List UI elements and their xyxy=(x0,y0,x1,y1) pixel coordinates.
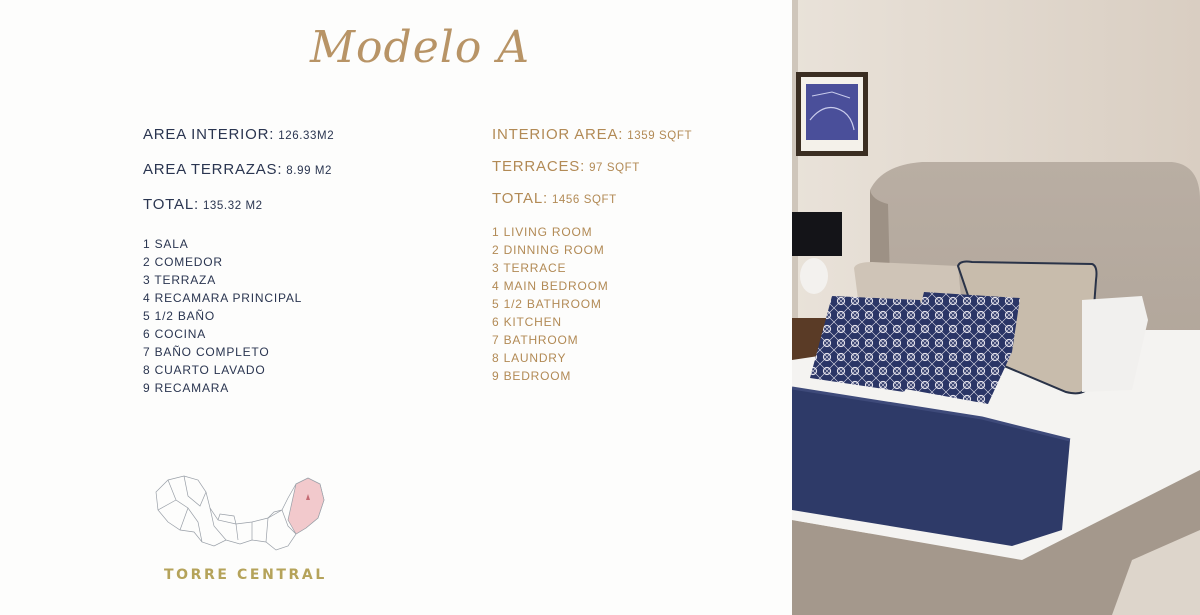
area-label: TOTAL: xyxy=(492,190,548,207)
area-interior-line xyxy=(143,126,334,143)
list-item: 7 BATHROOM xyxy=(492,333,579,347)
area-value: 1359 SQFT xyxy=(627,130,693,142)
list-item: 1 LIVING ROOM xyxy=(492,225,593,239)
list-item: 9 BEDROOM xyxy=(492,369,572,383)
area-label: AREA TERRAZAS: xyxy=(143,161,283,178)
list-item: 4 MAIN BEDROOM xyxy=(492,279,609,293)
area-terrazas-line xyxy=(143,161,334,178)
page-title: Modelo A xyxy=(310,22,531,73)
area-value: 1456 SQFT xyxy=(551,194,617,206)
area-value: 97 SQFT xyxy=(589,162,640,174)
list-item: 7 BAÑO COMPLETO xyxy=(143,345,270,359)
list-item: 2 DINNING ROOM xyxy=(492,243,605,257)
list-item: 2 COMEDOR xyxy=(143,255,223,269)
list-item: 8 LAUNDRY xyxy=(492,351,567,365)
area-label: AREA INTERIOR: xyxy=(143,126,275,143)
list-item: 8 CUARTO LAVADO xyxy=(143,363,266,377)
area-label: TERRACES: xyxy=(492,158,586,175)
spanish-column xyxy=(143,126,334,397)
area-total-line xyxy=(143,196,334,213)
room-list-es xyxy=(143,235,334,397)
list-item: 4 RECAMARA PRINCIPAL xyxy=(143,291,303,305)
area-value: 126.33M2 xyxy=(278,130,335,142)
list-item: 5 1/2 BAÑO xyxy=(143,309,216,323)
terraces-line xyxy=(492,158,692,175)
list-item: 5 1/2 BATHROOM xyxy=(492,297,602,311)
area-value: 8.99 M2 xyxy=(286,165,333,177)
total-line xyxy=(492,190,692,207)
floor-plan-key-map-icon xyxy=(148,470,338,555)
list-item: 1 SALA xyxy=(143,237,189,251)
list-item: 6 KITCHEN xyxy=(492,315,562,329)
list-item: 6 COCINA xyxy=(143,327,207,341)
area-label: TOTAL: xyxy=(143,196,199,213)
bedroom-photo-icon xyxy=(792,0,1200,615)
area-value: 135.32 M2 xyxy=(202,200,263,212)
room-list-en xyxy=(492,223,692,385)
brand-logo-text: TORRE CENTRAL xyxy=(164,567,327,583)
list-item: 3 TERRAZA xyxy=(143,273,216,287)
list-item: 3 TERRACE xyxy=(492,261,567,275)
area-label: INTERIOR AREA: xyxy=(492,126,624,143)
bedroom-photo xyxy=(792,0,1200,615)
english-column xyxy=(492,126,692,385)
list-item: 9 RECAMARA xyxy=(143,381,230,395)
interior-area-line xyxy=(492,126,692,143)
